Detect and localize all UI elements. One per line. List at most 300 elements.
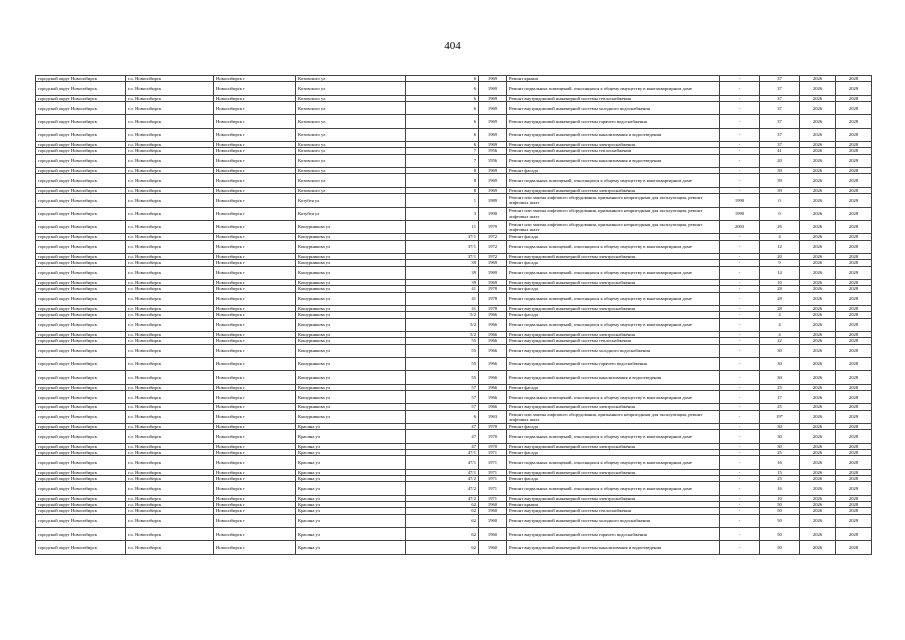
cell-house: 37/1 bbox=[406, 234, 479, 240]
cell-col10: 2026 bbox=[800, 508, 836, 514]
cell-settlement: г.о. Новосибирск bbox=[126, 344, 214, 357]
cell-col11: 2028 bbox=[836, 508, 872, 514]
cell-year: 1969 bbox=[479, 76, 507, 82]
cell-street: Кошурникова ул bbox=[296, 391, 406, 404]
cell-col9: 37 bbox=[760, 128, 800, 141]
cell-house: 5/2 bbox=[406, 318, 479, 331]
cell-locality: Новосибирск г bbox=[214, 279, 296, 285]
cell-work: Ремонт внутридомовой инженерной системы канализования и водоотведения bbox=[507, 371, 720, 384]
cell-col8: - bbox=[720, 174, 760, 187]
cell-locality: Новосибирск г bbox=[214, 404, 296, 410]
cell-district: городской округ Новосибирск bbox=[36, 187, 126, 193]
cell-col11: 2028 bbox=[836, 469, 872, 475]
cell-col8: - bbox=[720, 430, 760, 443]
cell-col11: 2028 bbox=[836, 240, 872, 253]
cell-house: 6 bbox=[406, 128, 479, 141]
cell-col8: - bbox=[720, 115, 760, 128]
cell-year: 1971 bbox=[479, 456, 507, 469]
cell-settlement: г.о. Новосибирск bbox=[126, 286, 214, 292]
cell-col11: 2028 bbox=[836, 482, 872, 495]
table-row bbox=[36, 174, 872, 187]
cell-settlement: г.о. Новосибирск bbox=[126, 292, 214, 305]
cell-house: 55 bbox=[406, 357, 479, 370]
cell-work: Ремонт подвальных помещений, относящихся к общему имуществу в многоквартирном доме bbox=[507, 174, 720, 187]
cell-district: городской округ Новосибирск bbox=[36, 142, 126, 148]
cell-street: Кошурникова ул bbox=[296, 279, 406, 285]
cell-year: 1960 bbox=[479, 508, 507, 514]
cell-house: 41 bbox=[406, 286, 479, 292]
cell-district: городской округ Новосибирск bbox=[36, 508, 126, 514]
table-row bbox=[36, 292, 872, 305]
cell-col9: 0 bbox=[760, 194, 800, 207]
cell-street: Котовского ул bbox=[296, 174, 406, 187]
cell-locality: Новосибирск г bbox=[214, 482, 296, 495]
cell-col10: 2026 bbox=[800, 168, 836, 174]
cell-col10: 2026 bbox=[800, 266, 836, 279]
cell-year: 1971 bbox=[479, 476, 507, 482]
cell-year: 1960 bbox=[479, 528, 507, 541]
cell-col9: 30 bbox=[760, 424, 800, 430]
cell-col10: 2026 bbox=[800, 292, 836, 305]
cell-col11: 2028 bbox=[836, 82, 872, 95]
cell-col9: 30 bbox=[760, 443, 800, 449]
cell-year: 1971 bbox=[479, 469, 507, 475]
cell-col10: 2026 bbox=[800, 305, 836, 311]
cell-house: 7 bbox=[406, 154, 479, 167]
cell-col10: 2026 bbox=[800, 331, 836, 337]
cell-street: Котовского ул bbox=[296, 148, 406, 154]
cell-settlement: г.о. Новосибирск bbox=[126, 318, 214, 331]
cell-locality: Новосибирск г bbox=[214, 495, 296, 501]
cell-locality: Новосибирск г bbox=[214, 234, 296, 240]
cell-col9: 39 bbox=[760, 174, 800, 187]
cell-locality: Новосибирск г bbox=[214, 76, 296, 82]
cell-house: 6 bbox=[406, 101, 479, 114]
cell-col11: 2028 bbox=[836, 391, 872, 404]
cell-locality: Новосибирск г bbox=[214, 207, 296, 220]
cell-col9: 16 bbox=[760, 456, 800, 469]
cell-settlement: г.о. Новосибирск bbox=[126, 101, 214, 114]
cell-col9: 50 bbox=[760, 541, 800, 554]
cell-street: Кошурникова ул bbox=[296, 318, 406, 331]
cell-district: городской округ Новосибирск bbox=[36, 154, 126, 167]
cell-year: 1971 bbox=[479, 495, 507, 501]
cell-locality: Новосибирск г bbox=[214, 174, 296, 187]
cell-settlement: г.о. Новосибирск bbox=[126, 508, 214, 514]
cell-year: 1956 bbox=[479, 154, 507, 167]
cell-work: Ремонт внутридомовой инженерной системы холодного водоснабжения bbox=[507, 514, 720, 527]
cell-house: 47/2 bbox=[406, 495, 479, 501]
cell-district: городской округ Новосибирск bbox=[36, 286, 126, 292]
table-row bbox=[36, 207, 872, 220]
table-row bbox=[36, 154, 872, 167]
cell-street: Красина ул bbox=[296, 502, 406, 508]
cell-locality: Новосибирск г bbox=[214, 430, 296, 443]
cell-col9: 4 bbox=[760, 318, 800, 331]
cell-work: Ремонт внутридомовой инженерной системы теплоснабжения bbox=[507, 508, 720, 514]
cell-house: 1 bbox=[406, 194, 479, 207]
cell-settlement: г.о. Новосибирск bbox=[126, 305, 214, 311]
cell-col10: 2026 bbox=[800, 404, 836, 410]
cell-col9: 28 bbox=[760, 305, 800, 311]
cell-col8: 1990 bbox=[720, 194, 760, 207]
cell-col10: 2026 bbox=[800, 541, 836, 554]
cell-col10: 2026 bbox=[800, 424, 836, 430]
cell-work: Ремонт внутридомовой инженерной системы электроснабжения bbox=[507, 404, 720, 410]
cell-settlement: г.о. Новосибирск bbox=[126, 220, 214, 233]
cell-locality: Новосибирск г bbox=[214, 101, 296, 114]
cell-col11: 2028 bbox=[836, 168, 872, 174]
cell-settlement: г.о. Новосибирск bbox=[126, 410, 214, 423]
cell-house: 47 bbox=[406, 424, 479, 430]
cell-year: 1969 bbox=[479, 174, 507, 187]
cell-locality: Новосибирск г bbox=[214, 384, 296, 390]
cell-street: Красина ул bbox=[296, 469, 406, 475]
cell-col8: - bbox=[720, 234, 760, 240]
cell-col8: - bbox=[720, 82, 760, 95]
cell-col8: - bbox=[720, 292, 760, 305]
cell-year: 1966 bbox=[479, 371, 507, 384]
cell-col8: - bbox=[720, 424, 760, 430]
cell-work: Ремонт внутридомовой инженерной системы канализования и водоотведения bbox=[507, 154, 720, 167]
cell-house: 55 bbox=[406, 371, 479, 384]
cell-house: 47/2 bbox=[406, 476, 479, 482]
cell-locality: Новосибирск г bbox=[214, 115, 296, 128]
cell-work: Ремонт подвальных помещений, относящихся к общему имуществу в многоквартирном доме bbox=[507, 82, 720, 95]
cell-district: городской округ Новосибирск bbox=[36, 128, 126, 141]
cell-house: 6 bbox=[406, 82, 479, 95]
cell-work: Ремонт внутридомовой инженерной системы холодного водоснабжения bbox=[507, 101, 720, 114]
cell-col8: - bbox=[720, 404, 760, 410]
cell-col9: 25 bbox=[760, 384, 800, 390]
cell-house: 41 bbox=[406, 305, 479, 311]
cell-locality: Новосибирск г bbox=[214, 240, 296, 253]
cell-year: 1972 bbox=[479, 234, 507, 240]
table-row bbox=[36, 344, 872, 357]
cell-col9: 39 bbox=[760, 168, 800, 174]
cell-locality: Новосибирск г bbox=[214, 148, 296, 154]
cell-col9: 37 bbox=[760, 76, 800, 82]
cell-col11: 2028 bbox=[836, 476, 872, 482]
cell-settlement: г.о. Новосибирск bbox=[126, 142, 214, 148]
cell-district: городской округ Новосибирск bbox=[36, 95, 126, 101]
cell-work: Ремонт внутридомовой инженерной системы электроснабжения bbox=[507, 443, 720, 449]
cell-settlement: г.о. Новосибирск bbox=[126, 469, 214, 475]
cell-settlement: г.о. Новосибирск bbox=[126, 528, 214, 541]
table-row bbox=[36, 430, 872, 443]
cell-house: 39 bbox=[406, 279, 479, 285]
cell-col9: 17 bbox=[760, 391, 800, 404]
cell-col9: 37 bbox=[760, 82, 800, 95]
cell-col8: - bbox=[720, 338, 760, 344]
cell-year: 1969 bbox=[479, 128, 507, 141]
cell-col9: 16 bbox=[760, 482, 800, 495]
cell-street: Кошурникова ул bbox=[296, 260, 406, 266]
cell-col9: 4 bbox=[760, 312, 800, 318]
cell-year: 1970 bbox=[479, 424, 507, 430]
cell-year: 1969 bbox=[479, 101, 507, 114]
cell-col10: 2026 bbox=[800, 240, 836, 253]
cell-street: Красина ул bbox=[296, 443, 406, 449]
cell-col11: 2028 bbox=[836, 305, 872, 311]
cell-street: Котовского ул bbox=[296, 82, 406, 95]
cell-settlement: г.о. Новосибирск bbox=[126, 148, 214, 154]
cell-district: городской округ Новосибирск bbox=[36, 495, 126, 501]
cell-year: 1966 bbox=[479, 384, 507, 390]
cell-col8: - bbox=[720, 148, 760, 154]
cell-locality: Новосибирск г bbox=[214, 128, 296, 141]
cell-year: 1969 bbox=[479, 260, 507, 266]
cell-district: городской округ Новосибирск bbox=[36, 528, 126, 541]
cell-col9: 39 bbox=[760, 187, 800, 193]
cell-district: городской округ Новосибирск bbox=[36, 76, 126, 82]
cell-col8: - bbox=[720, 154, 760, 167]
cell-house: 6 bbox=[406, 76, 479, 82]
cell-col11: 2028 bbox=[836, 344, 872, 357]
cell-street: Кошурникова ул bbox=[296, 338, 406, 344]
cell-house: 47/1 bbox=[406, 450, 479, 456]
cell-col8: - bbox=[720, 508, 760, 514]
cell-col10: 2026 bbox=[800, 154, 836, 167]
cell-col8: - bbox=[720, 514, 760, 527]
cell-year: 1969 bbox=[479, 82, 507, 95]
cell-house: 62 bbox=[406, 508, 479, 514]
cell-settlement: г.о. Новосибирск bbox=[126, 174, 214, 187]
cell-house: 62 bbox=[406, 541, 479, 554]
cell-house: 37/1 bbox=[406, 240, 479, 253]
cell-col8: - bbox=[720, 495, 760, 501]
cell-district: городской округ Новосибирск bbox=[36, 391, 126, 404]
cell-col9: 25 bbox=[760, 450, 800, 456]
cell-col11: 2028 bbox=[836, 495, 872, 501]
cell-district: городской округ Новосибирск bbox=[36, 207, 126, 220]
cell-settlement: г.о. Новосибирск bbox=[126, 430, 214, 443]
cell-street: Кошурникова ул bbox=[296, 220, 406, 233]
cell-street: Котубея ул bbox=[296, 194, 406, 207]
table-row bbox=[36, 482, 872, 495]
table-row bbox=[36, 391, 872, 404]
cell-settlement: г.о. Новосибирск bbox=[126, 82, 214, 95]
cell-col10: 2026 bbox=[800, 76, 836, 82]
cell-col8: - bbox=[720, 391, 760, 404]
cell-work: Ремонт фасада bbox=[507, 286, 720, 292]
cell-col11: 2028 bbox=[836, 76, 872, 82]
cell-settlement: г.о. Новосибирск bbox=[126, 541, 214, 554]
cell-col8: - bbox=[720, 410, 760, 423]
cell-col11: 2028 bbox=[836, 253, 872, 259]
table-row bbox=[36, 128, 872, 141]
cell-street: Котовского ул bbox=[296, 95, 406, 101]
cell-settlement: г.о. Новосибирск bbox=[126, 115, 214, 128]
cell-col8: - bbox=[720, 371, 760, 384]
cell-col9: 37 bbox=[760, 95, 800, 101]
cell-col11: 2028 bbox=[836, 101, 872, 114]
cell-col8: - bbox=[720, 443, 760, 449]
cell-locality: Новосибирск г bbox=[214, 305, 296, 311]
cell-house: 39 bbox=[406, 260, 479, 266]
cell-work: Ремонт фасада bbox=[507, 168, 720, 174]
cell-settlement: г.о. Новосибирск bbox=[126, 443, 214, 449]
cell-district: городской округ Новосибирск bbox=[36, 410, 126, 423]
cell-settlement: г.о. Новосибирск bbox=[126, 260, 214, 266]
cell-col11: 2028 bbox=[836, 154, 872, 167]
cell-year: 1970 bbox=[479, 443, 507, 449]
cell-work: Ремонт или замена лифтового оборудования, признанного непригодным для эксплуатации, ремонт лифтовых шахт bbox=[507, 220, 720, 233]
cell-col10: 2026 bbox=[800, 384, 836, 390]
cell-work: Ремонт внутридомовой инженерной системы горячего водоснабжения bbox=[507, 115, 720, 128]
cell-col11: 2028 bbox=[836, 410, 872, 423]
cell-street: Кошурникова ул bbox=[296, 292, 406, 305]
cell-col10: 2026 bbox=[800, 357, 836, 370]
cell-street: Красина ул bbox=[296, 430, 406, 443]
cell-house: 5/2 bbox=[406, 331, 479, 337]
cell-settlement: г.о. Новосибирск bbox=[126, 384, 214, 390]
cell-col10: 2026 bbox=[800, 482, 836, 495]
cell-settlement: г.о. Новосибирск bbox=[126, 456, 214, 469]
cell-street: Красина ул bbox=[296, 456, 406, 469]
cell-locality: Новосибирск г bbox=[214, 344, 296, 357]
table-row bbox=[36, 194, 872, 207]
cell-house: 3 bbox=[406, 207, 479, 220]
cell-col11: 2028 bbox=[836, 424, 872, 430]
cell-col8: - bbox=[720, 76, 760, 82]
cell-year: 1990 bbox=[479, 207, 507, 220]
cell-col11: 2028 bbox=[836, 174, 872, 187]
cell-col11: 2028 bbox=[836, 142, 872, 148]
cell-year: 1963 bbox=[479, 410, 507, 423]
cell-settlement: г.о. Новосибирск bbox=[126, 514, 214, 527]
cell-work: Ремонт подвальных помещений, относящихся к общему имуществу в многоквартирном доме bbox=[507, 240, 720, 253]
cell-col11: 2028 bbox=[836, 384, 872, 390]
cell-col9: 30 bbox=[760, 371, 800, 384]
cell-col8: - bbox=[720, 502, 760, 508]
cell-district: городской округ Новосибирск bbox=[36, 234, 126, 240]
cell-year: 1978 bbox=[479, 305, 507, 311]
table-body bbox=[36, 76, 872, 555]
cell-year: 1966 bbox=[479, 391, 507, 404]
cell-col9: 9 bbox=[760, 260, 800, 266]
cell-col8: - bbox=[720, 279, 760, 285]
cell-col9: 50 bbox=[760, 514, 800, 527]
cell-col9: 25 bbox=[760, 404, 800, 410]
cell-year: 1969 bbox=[479, 168, 507, 174]
cell-col10: 2026 bbox=[800, 514, 836, 527]
cell-district: городской округ Новосибирск bbox=[36, 482, 126, 495]
cell-col10: 2026 bbox=[800, 101, 836, 114]
cell-year: 1960 bbox=[479, 514, 507, 527]
cell-settlement: г.о. Новосибирск bbox=[126, 207, 214, 220]
cell-col10: 2026 bbox=[800, 495, 836, 501]
cell-col11: 2028 bbox=[836, 404, 872, 410]
cell-col9: 37 bbox=[760, 115, 800, 128]
cell-street: Котовского ул bbox=[296, 154, 406, 167]
cell-work: Ремонт подвальных помещений, относящихся к общему имуществу в многоквартирном доме bbox=[507, 318, 720, 331]
cell-house: 5/2 bbox=[406, 312, 479, 318]
cell-settlement: г.о. Новосибирск bbox=[126, 424, 214, 430]
cell-house: 47 bbox=[406, 443, 479, 449]
cell-col9: 30 bbox=[760, 430, 800, 443]
cell-house: 8 bbox=[406, 174, 479, 187]
cell-settlement: г.о. Новосибирск bbox=[126, 482, 214, 495]
cell-col11: 2028 bbox=[836, 450, 872, 456]
cell-col10: 2026 bbox=[800, 391, 836, 404]
cell-locality: Новосибирск г bbox=[214, 331, 296, 337]
cell-col8: - bbox=[720, 286, 760, 292]
cell-street: Кошурникова ул bbox=[296, 253, 406, 259]
cell-col9: 22 bbox=[760, 338, 800, 344]
cell-house: 62 bbox=[406, 502, 479, 508]
cell-col10: 2026 bbox=[800, 338, 836, 344]
cell-year: 1989 bbox=[479, 194, 507, 207]
cell-col11: 2028 bbox=[836, 312, 872, 318]
cell-settlement: г.о. Новосибирск bbox=[126, 187, 214, 193]
cell-work: Ремонт подвальных помещений, относящихся к общему имуществу в многоквартирном доме bbox=[507, 266, 720, 279]
table-row bbox=[36, 240, 872, 253]
cell-col8: - bbox=[720, 357, 760, 370]
cell-settlement: г.о. Новосибирск bbox=[126, 95, 214, 101]
cell-col10: 2026 bbox=[800, 430, 836, 443]
cell-col8: - bbox=[720, 318, 760, 331]
cell-col9: 30 bbox=[760, 357, 800, 370]
cell-locality: Новосибирск г bbox=[214, 95, 296, 101]
cell-work: Ремонт фасада bbox=[507, 234, 720, 240]
cell-settlement: г.о. Новосибирск bbox=[126, 253, 214, 259]
cell-col8: - bbox=[720, 253, 760, 259]
cell-col8: - bbox=[720, 476, 760, 482]
cell-col8: - bbox=[720, 312, 760, 318]
cell-year: 1969 bbox=[479, 142, 507, 148]
cell-house: 47/1 bbox=[406, 456, 479, 469]
cell-house: 6 bbox=[406, 142, 479, 148]
cell-col8: - bbox=[720, 384, 760, 390]
cell-street: Красина ул bbox=[296, 476, 406, 482]
cell-col11: 2028 bbox=[836, 220, 872, 233]
cell-settlement: г.о. Новосибирск bbox=[126, 76, 214, 82]
cell-col10: 2026 bbox=[800, 456, 836, 469]
cell-col9: 37 bbox=[760, 101, 800, 114]
cell-house: 6 bbox=[406, 115, 479, 128]
table-row bbox=[36, 456, 872, 469]
cell-col8: - bbox=[720, 142, 760, 148]
cell-house: 6 bbox=[406, 95, 479, 101]
cell-year: 1960 bbox=[479, 541, 507, 554]
cell-locality: Новосибирск г bbox=[214, 220, 296, 233]
cell-col8: - bbox=[720, 266, 760, 279]
cell-district: городской округ Новосибирск bbox=[36, 456, 126, 469]
cell-col10: 2026 bbox=[800, 286, 836, 292]
cell-col10: 2026 bbox=[800, 220, 836, 233]
cell-col11: 2028 bbox=[836, 502, 872, 508]
cell-settlement: г.о. Новосибирск bbox=[126, 266, 214, 279]
cell-street: Кошурникова ул bbox=[296, 312, 406, 318]
cell-street: Кошурникова ул bbox=[296, 410, 406, 423]
cell-col10: 2026 bbox=[800, 95, 836, 101]
cell-street: Котовского ул bbox=[296, 168, 406, 174]
cell-settlement: г.о. Новосибирск bbox=[126, 338, 214, 344]
table-row bbox=[36, 318, 872, 331]
cell-year: 1966 bbox=[479, 404, 507, 410]
cell-work: Ремонт подвальных помещений, относящихся к общему имуществу в многоквартирном доме bbox=[507, 292, 720, 305]
cell-year: 1966 bbox=[479, 344, 507, 357]
cell-col10: 2026 bbox=[800, 115, 836, 128]
cell-col10: 2026 bbox=[800, 234, 836, 240]
cell-district: городской округ Новосибирск bbox=[36, 344, 126, 357]
cell-district: городской округ Новосибирск bbox=[36, 338, 126, 344]
cell-col11: 2028 bbox=[836, 148, 872, 154]
cell-work: Ремонт подвальных помещений, относящихся к общему имуществу в многоквартирном доме bbox=[507, 482, 720, 495]
cell-col9: 4 bbox=[760, 234, 800, 240]
cell-col9: 37 bbox=[760, 142, 800, 148]
